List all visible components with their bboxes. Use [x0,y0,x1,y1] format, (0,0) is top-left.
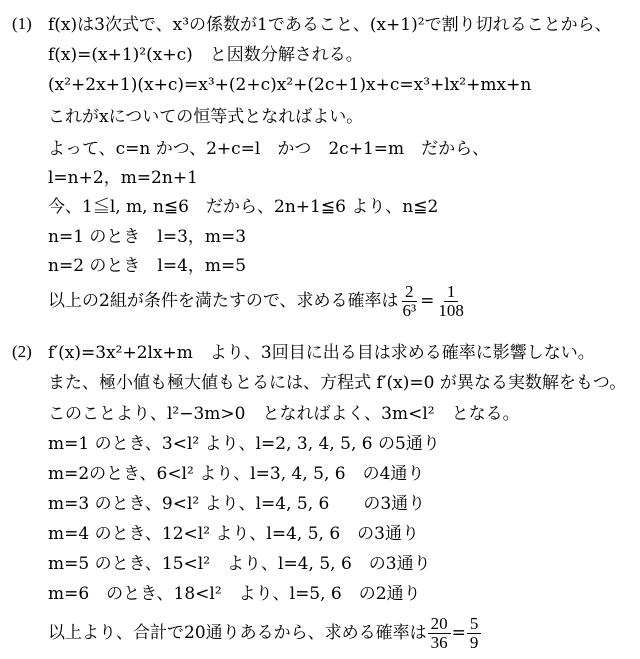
part-2-number: (2) [12,342,32,361]
part-1-line-6: l=n+2，m=2n+1 [48,168,198,188]
part-1-equals-sign: = [420,291,435,311]
part-2-fraction-1-denominator: 36 [430,633,448,652]
part-1-line-1: f(x)は3次式で、x³の係数が1であること、(x+1)²で割り切れることから、 [48,15,612,35]
part-2-line-9: m=6 のとき、18<l² より、l=5, 6 の2通り [48,584,421,604]
part-1-fraction-1-denominator: 6³ [402,301,417,320]
part-1-line-4: これがxについての恒等式となればよい。 [48,107,364,127]
part-1-conclusion [48,283,468,320]
part-1-number: (1) [12,14,32,33]
part-2-equals-sign: = [451,623,466,643]
part-1-line-2: f(x)=(x+1)²(x+c) と因数分解される。 [48,45,363,65]
part-2-line-7: m=4 のとき、12<l² より、l=4, 5, 6 の3通り [48,524,419,544]
part-2-fraction-2 [467,615,482,652]
part-2-line-4: m=1 のとき、3<l² より、l=2, 3, 4, 5, 6 の5通り [48,434,440,454]
part-2-fraction-2-denominator: 9 [469,633,479,652]
part-2-conclusion-text: 以上より、合計で20通りあるから、求める確率は [48,623,427,643]
part-2-fraction-1 [428,615,451,652]
part-2-fraction-1-numerator: 20 [428,615,451,634]
part-2-line-2: また、極小値も極大値もとるには、方程式 f′(x)=0 が異なる実数解をもつ。 [48,373,627,393]
part-2-line-8: m=5 のとき、15<l² より、l=4, 5, 6 の3通り [48,554,431,574]
part-2-line-3: このことより、l²−3m>0 となればよく、3m<l² となる。 [48,404,520,424]
part-1-fraction-1 [399,283,419,320]
part-1-line-7: 今、1≦l, m, n≦6 だから、2n+1≦6 より、n≦2 [48,197,439,217]
part-1-fraction-1-numerator: 2 [402,283,417,302]
part-1-conclusion-text: 以上の2組が条件を満たすので、求める確率は [48,291,399,311]
part-2-fraction-2-numerator: 5 [467,615,482,634]
part-1-line-5: よって、c=n かつ、2+c=l かつ 2c+1=m だから、 [48,139,490,159]
part-1-line-9: n=2 のとき l=4，m=5 [48,256,247,276]
part-2-line-6: m=3 のとき、9<l² より、l=4, 5, 6 の3通り [48,494,426,514]
part-1-line-3: (x²+2x+1)(x+c)=x³+(2+c)x²+(2c+1)x+c=x³+lx²+mx+n [48,75,532,95]
part-2-line-5: m=2のとき、6<l² より、l=3, 4, 5, 6 の4通り [48,464,425,484]
part-1-fraction-2-numerator: 1 [444,283,459,302]
part-2-line-1: f′(x)=3x²+2lx+m より、3回目に出る目は求める確率に影響しない。 [48,343,595,363]
part-1-fraction-2-denominator: 108 [438,301,464,320]
part-1-line-8: n=1 のとき l=3，m=3 [48,227,247,247]
part-2-conclusion [48,615,482,652]
part-1-fraction-2 [435,283,467,320]
